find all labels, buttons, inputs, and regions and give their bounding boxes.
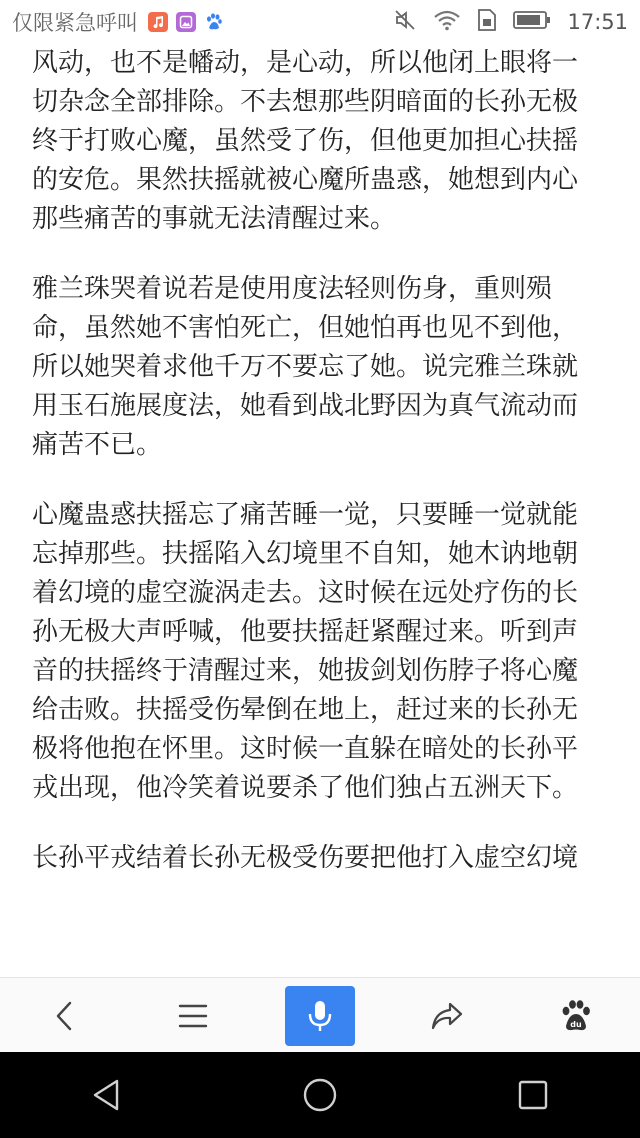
nav-recents-button[interactable] <box>493 1055 573 1135</box>
status-left <box>0 7 224 37</box>
article-content <box>32 44 592 909</box>
carrier-text: 仅限紧急呼叫 <box>12 11 138 35</box>
nav-home-button[interactable] <box>280 1055 360 1135</box>
browser-toolbar <box>0 977 640 1053</box>
article-paragraph: 雅兰珠哭着说若是使用度法轻则伤身，重则殒命，虽然她不害怕死亡，但她怕再也见不到他，所以她哭着求他千万不要忘了她。说完雅兰珠就用玉石施展度法，她看到战北野因为真气流动而痛苦不已。 <box>32 274 579 460</box>
article-paragraph: 风动，也不是幡动，是心动，所以他闭上眼将一切杂念全部排除。不去想那些阴暗面的长孙无极终于打败心魔，虽然受了伤，但他更加担心扶摇的安危。果然扶摇就被心魔所蛊惑，她想到内心那些痛苦的事就无法清醒过来。 <box>32 48 579 234</box>
mute-icon <box>393 8 417 37</box>
menu-icon <box>177 1002 209 1030</box>
svg-text:du: du <box>570 1019 582 1029</box>
baidu-paw-icon <box>559 999 593 1033</box>
system-navigation-bar <box>0 1052 640 1138</box>
gallery-app-icon <box>176 12 196 32</box>
status-right <box>393 8 640 37</box>
voice-search-button[interactable] <box>285 986 355 1046</box>
share-icon <box>430 1001 464 1031</box>
clock: 17:51 <box>567 10 628 34</box>
nav-back-icon <box>89 1077 125 1113</box>
music-app-icon <box>148 12 168 32</box>
status-bar <box>0 0 640 44</box>
sim-card-icon <box>477 8 497 37</box>
share-button[interactable] <box>411 986 483 1046</box>
nav-recents-icon <box>515 1077 551 1113</box>
menu-button[interactable] <box>157 986 229 1046</box>
article-paragraph: 长孙平戎结着长孙无极受伤要把他打入虚空幻境 <box>32 843 579 873</box>
wifi-icon <box>433 9 461 36</box>
battery-icon <box>513 10 551 35</box>
baidu-notification-icon <box>204 12 224 32</box>
back-button[interactable] <box>28 986 100 1046</box>
microphone-icon <box>307 999 333 1033</box>
nav-back-button[interactable] <box>67 1055 147 1135</box>
baidu-home-button[interactable] <box>540 986 612 1046</box>
article-paragraph: 心魔蛊惑扶摇忘了痛苦睡一觉，只要睡一觉就能忘掉那些。扶摇陷入幻境里不自知，她木讷地朝着幻境的虚空漩涡走去。这时候在远处疗伤的长孙无极大声呼喊，他要扶摇赶紧醒过来。听到声音的扶摇终于清醒过来，她拔剑划伤脖子将心魔给击败。扶摇受伤晕倒在地上，赶过来的长孙无极将他抱在怀里。这时候一直躲在暗处的长孙平戎出现，他冷笑着说要杀了他们独占五洲天下。 <box>32 500 579 803</box>
nav-home-icon <box>302 1077 338 1113</box>
back-icon <box>52 1000 76 1032</box>
